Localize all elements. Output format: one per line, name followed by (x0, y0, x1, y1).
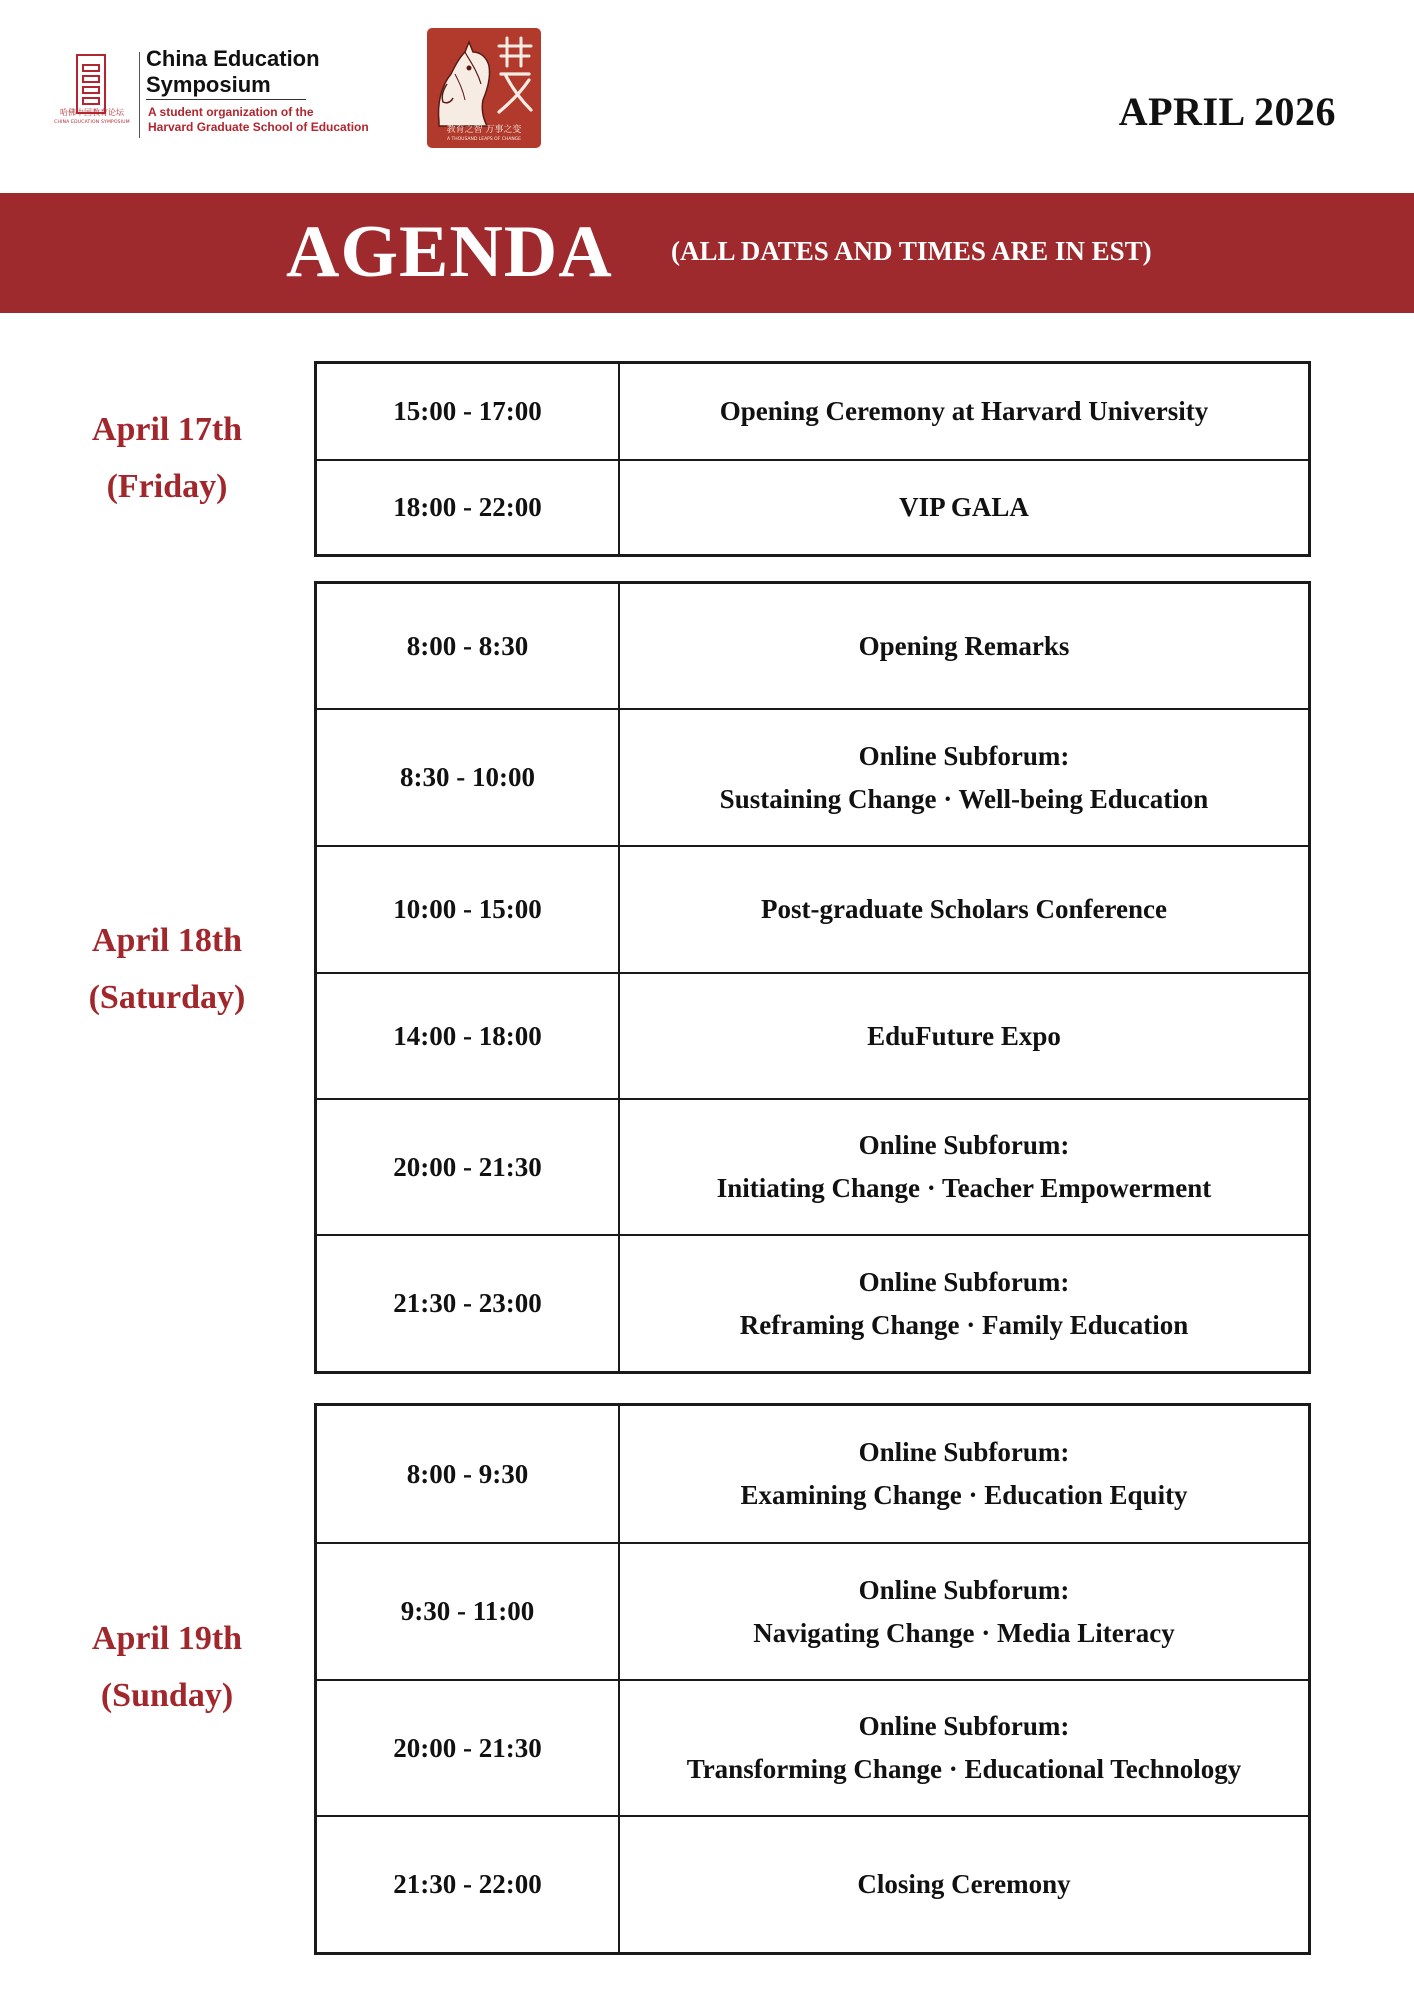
agenda-banner (0, 193, 1414, 313)
session-row (317, 1406, 1308, 1542)
event-month: APRIL 2026 (1118, 89, 1336, 134)
session-row (317, 708, 1308, 845)
session-row (317, 584, 1308, 708)
session-row (317, 972, 1308, 1098)
day-date: April 17th (91, 411, 243, 448)
emblem-motto-cn: 教育之智 万事之变 (446, 125, 522, 135)
session-title-line1: VIP GALA (899, 492, 1029, 522)
emblem-motto-en: A THOUSAND LEAPS OF CHANGE (446, 137, 522, 142)
org-seal-caption-cn: 哈佛中国教育论坛 (60, 108, 124, 117)
session-title (620, 1544, 1308, 1679)
session-row (317, 364, 1308, 459)
session-row (317, 1098, 1308, 1234)
session-title (620, 847, 1308, 972)
day-date: April 18th (91, 922, 243, 959)
horse-emblem-logo (425, 26, 543, 150)
org-name-underline (146, 99, 306, 100)
session-row (317, 1234, 1308, 1371)
session-title-line1: Online Subforum: (858, 740, 1070, 771)
session-row (317, 845, 1308, 972)
page-header (0, 0, 1414, 190)
day-label (42, 912, 292, 1026)
session-time: 14:00 - 18:00 (317, 974, 620, 1098)
session-time: 20:00 - 21:30 (317, 1100, 620, 1234)
session-title-line2: Examining Change · Education Equity (740, 1480, 1188, 1510)
session-title-line2: Transforming Change · Educational Technology (686, 1754, 1242, 1784)
session-title-line2: Reframing Change · Family Education (739, 1309, 1189, 1340)
org-tagline (148, 105, 408, 135)
header-divider (139, 52, 140, 138)
org-tagline-line1: A student organization of the (148, 105, 314, 119)
session-title (620, 1406, 1308, 1542)
session-title-line1: Opening Ceremony at Harvard University (719, 396, 1209, 426)
timezone-note: (ALL DATES AND TIMES ARE IN EST) (671, 236, 1152, 266)
session-title-line1: Online Subforum: (858, 1266, 1070, 1297)
session-row (317, 459, 1308, 554)
session-time: 8:00 - 9:30 (317, 1406, 620, 1542)
session-title-line1: Post-graduate Scholars Conference (761, 894, 1167, 924)
session-title (620, 584, 1308, 708)
schedule-table (314, 361, 1311, 557)
session-title-line1: Online Subforum: (858, 1437, 1070, 1467)
schedule-table (314, 1403, 1311, 1955)
session-time: 21:30 - 22:00 (317, 1817, 620, 1952)
schedule-table (314, 581, 1311, 1374)
day-weekday: (Saturday) (88, 979, 246, 1016)
session-time: 15:00 - 17:00 (317, 364, 620, 459)
session-row (317, 1815, 1308, 1952)
session-time: 18:00 - 22:00 (317, 461, 620, 554)
session-title (620, 710, 1308, 845)
day-label (42, 401, 292, 515)
session-title-line1: EduFuture Expo (867, 1020, 1061, 1051)
session-row (317, 1679, 1308, 1815)
session-time: 10:00 - 15:00 (317, 847, 620, 972)
day-weekday: (Sunday) (100, 1677, 234, 1714)
org-tagline-line2: Harvard Graduate School of Education (148, 120, 369, 134)
session-title (620, 364, 1308, 459)
day-label (42, 1610, 292, 1724)
session-time: 8:00 - 8:30 (317, 584, 620, 708)
session-title-line1: Closing Ceremony (857, 1869, 1071, 1899)
session-title (620, 974, 1308, 1098)
session-time: 20:00 - 21:30 (317, 1681, 620, 1815)
session-title-line1: Online Subforum: (858, 1711, 1070, 1741)
org-name: China Education Symposium (146, 46, 320, 97)
session-title-line1: Online Subforum: (858, 1574, 1070, 1605)
org-seal-logo (76, 54, 106, 114)
session-row (317, 1542, 1308, 1679)
session-title-line1: Opening Remarks (858, 630, 1070, 661)
day-weekday: (Friday) (106, 468, 228, 505)
session-title (620, 1817, 1308, 1952)
session-title-line2: Sustaining Change · Well-being Education (719, 783, 1209, 814)
session-time: 21:30 - 23:00 (317, 1236, 620, 1371)
session-title-line1: Online Subforum: (858, 1130, 1070, 1160)
session-title (620, 461, 1308, 554)
session-title-line2: Navigating Change · Media Literacy (753, 1617, 1175, 1648)
session-title-line2: Initiating Change · Teacher Empowerment (716, 1173, 1212, 1203)
org-seal-caption-en: CHINA EDUCATION SYMPOSIUM (54, 120, 130, 125)
agenda-title: AGENDA (286, 211, 613, 293)
session-title (620, 1100, 1308, 1234)
session-title (620, 1681, 1308, 1815)
session-time: 9:30 - 11:00 (317, 1544, 620, 1679)
session-time: 8:30 - 10:00 (317, 710, 620, 845)
day-date: April 19th (91, 1620, 243, 1657)
session-title (620, 1236, 1308, 1371)
